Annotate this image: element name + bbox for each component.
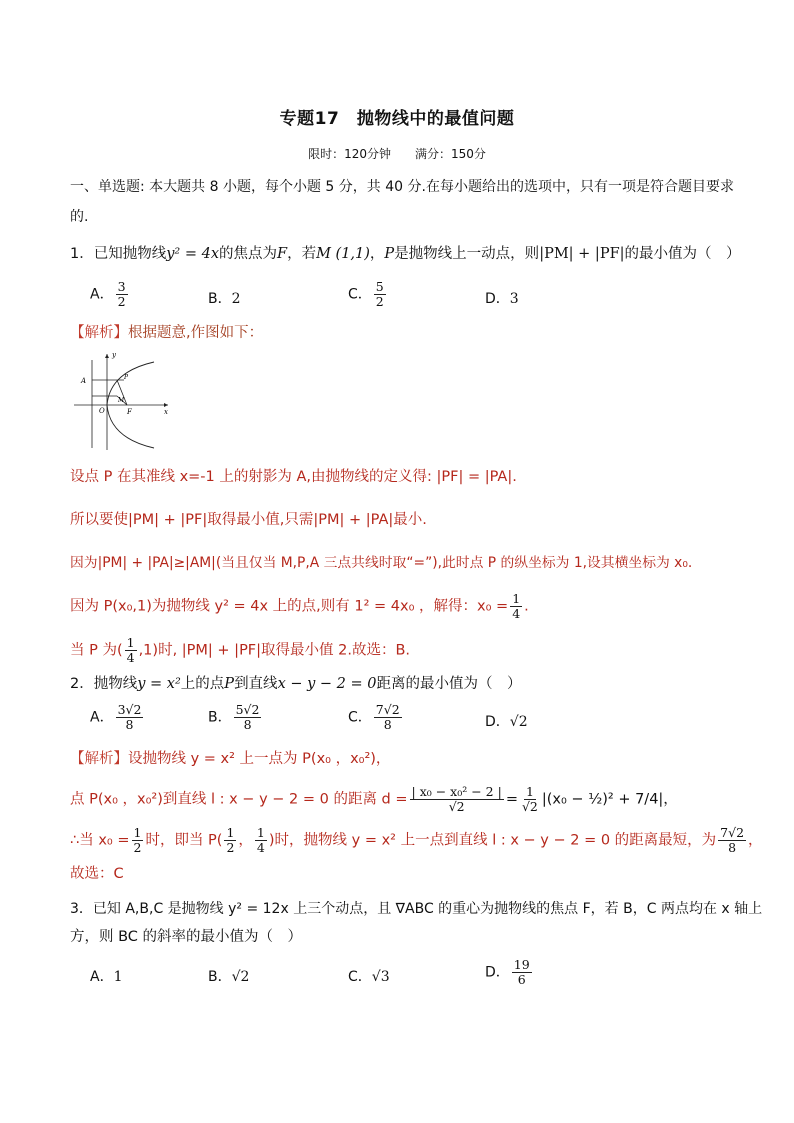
q1-stem: 1．已知抛物线y² = 4x的焦点为F，若M (1,1)，P是抛物线上一动点，则|PM| + |PF|的最小值为（ ） bbox=[70, 246, 741, 262]
q3-option-a: A．1 bbox=[90, 969, 123, 985]
q2-analysis-step1: 【解析】设抛物线 y = x² 上一点为 P(x₀ ，x₀²)， bbox=[70, 751, 391, 767]
q1-analysis-step5: 当 P 为( $\frac{1}{4}$ ,1)时, |PM| + |PF|取得最小值 2.故选：B. bbox=[70, 635, 411, 665]
q2-stem: 2．抛物线y = x²上的点P到直线x − y − 2 = 0距离的最小值为（ ） bbox=[70, 676, 522, 692]
q2-analysis-answer: 故选：C bbox=[70, 866, 124, 882]
q1-option-c: C． $\frac{5}{2}$ bbox=[348, 279, 384, 309]
q3-stem-line2: 方，则 BC 的斜率的最小值为（ ） bbox=[70, 929, 303, 945]
q1-analysis-step2: 所以要使|PM| + |PF|取得最小值,只需|PM| + |PA|最小. bbox=[70, 512, 427, 528]
q3-option-b: B．√2 bbox=[208, 969, 250, 985]
q2-option-d: D．√2 bbox=[485, 714, 528, 730]
q3-option-d: D． $\frac{19}{6}$ bbox=[485, 957, 530, 987]
q3-stem-line1: 3．已知 A,B,C 是抛物线 y² = 12x 上三个动点，且 ∇ABC 的重心为抛物线的焦点 F，若 B，C 两点均在 x 轴上 bbox=[70, 901, 763, 917]
q1-option-b: B．2 bbox=[208, 291, 241, 307]
q2-option-a: A． $\frac{3√2}{8}$ bbox=[90, 702, 142, 732]
label-a: A bbox=[81, 377, 87, 385]
label-f: F bbox=[127, 408, 132, 416]
q3-option-c: C．√3 bbox=[348, 969, 390, 985]
analysis-tag: 【解析】 bbox=[70, 325, 128, 341]
page-subtitle: 限时：120分钟 满分：150分 bbox=[308, 147, 486, 161]
q1-analysis-step1: 设点 P 在其准线 x=-1 上的射影为 A,由抛物线的定义得: |PF| = |PA|. bbox=[70, 469, 517, 485]
analysis-tag: 【解析】 bbox=[70, 751, 128, 767]
page-title: 专题17 抛物线中的最值问题 bbox=[279, 109, 515, 129]
label-y: y bbox=[112, 351, 116, 359]
label-m: M bbox=[118, 397, 125, 404]
q1-option-d: D．3 bbox=[485, 291, 519, 307]
q1-analysis-step4: 因为 P(x₀,1)为抛物线 y² = 4x 上的点,则有 1² = 4x₀ ，解得：x₀ = $\frac{1}{4}$ . bbox=[70, 591, 529, 621]
y-axis-arrow bbox=[105, 354, 109, 358]
label-x: x bbox=[164, 408, 168, 416]
q1-analysis-heading: 【解析】根据题意,作图如下： bbox=[70, 325, 264, 341]
x-axis-arrow bbox=[164, 403, 168, 407]
q2-analysis-step2: 点 P(x₀ ，x₀²)到直线 l : x − y − 2 = 0 的距离 d = $\frac{\text{| x₀ − x₀² − 2 |}}{√2}$ = $\frac{1}{√2}$ |(x₀ − ½)² + 7/4|， bbox=[70, 784, 678, 814]
label-o: O bbox=[99, 407, 105, 415]
label-p: P bbox=[124, 374, 129, 381]
parabola-figure bbox=[72, 350, 172, 450]
section-heading-line1: 一、单选题: 本大题共 8 小题，每个小题 5 分，共 40 分.在每小题给出的选项中，只有一项是符合题目要求 bbox=[70, 179, 734, 195]
q2-option-c: C． $\frac{7√2}{8}$ bbox=[348, 702, 400, 732]
q1-analysis-step3: 因为|PM| + |PA|≥|AM|(当且仅当 M,P,A 三点共线时取“=”),此时点 P 的纵坐标为 1,设其横坐标为 x₀. bbox=[70, 555, 693, 571]
q2-analysis-step3: ∴当 x₀ = $\frac{1}{2}$ 时，即当 P( $\frac{1}{2}$ ， $\frac{1}{4}$ )时，抛物线 y = x² 上一点到直线 l : x − y − 2 = 0 的距离最短，为 $\frac{7√2}{8}$ ， bbox=[70, 825, 763, 855]
q2-option-b: B． $\frac{5√2}{8}$ bbox=[208, 702, 260, 732]
q1-option-a: A． $\frac{3}{2}$ bbox=[90, 279, 126, 309]
section-heading-line2: 的. bbox=[70, 209, 89, 225]
